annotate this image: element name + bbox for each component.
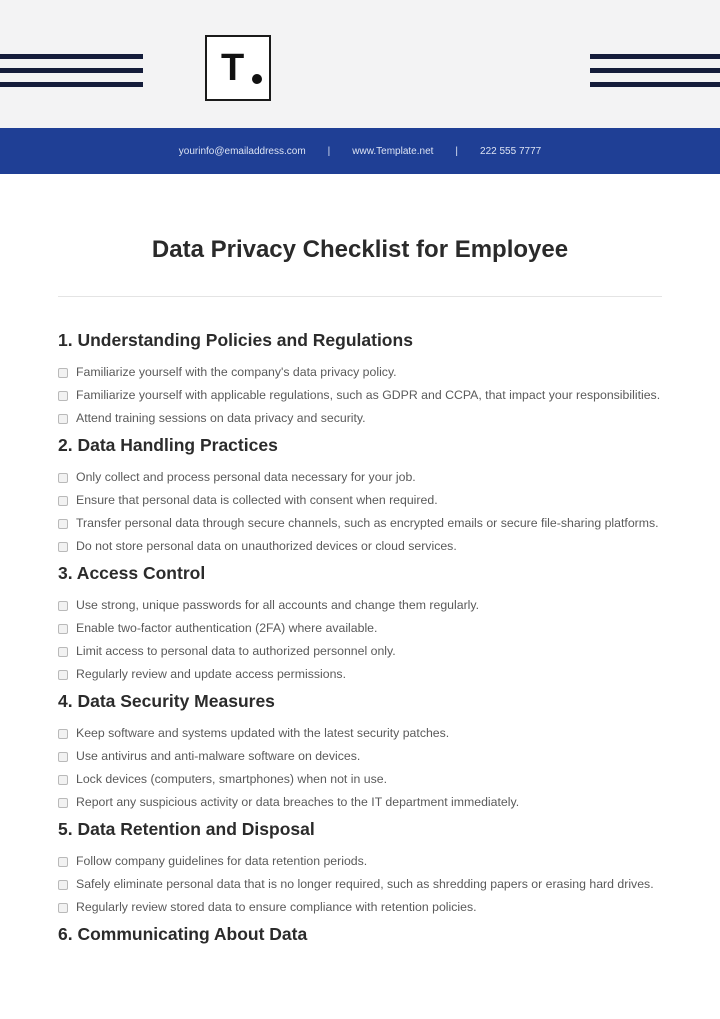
checklist-item-text: Do not store personal data on unauthorized devices or cloud services.: [76, 539, 457, 553]
checklist-item: [58, 535, 662, 558]
section-heading: 3. Access Control: [58, 563, 206, 583]
section-heading: 2. Data Handling Practices: [58, 435, 278, 455]
checkbox[interactable]: [58, 496, 68, 506]
checklist-section: [58, 922, 662, 946]
checklist-item-text: Familiarize yourself with applicable regulations, such as GDPR and CCPA, that impact your responsibilities.: [76, 388, 661, 402]
checklist-item: [58, 768, 662, 791]
checklist-item: [58, 466, 662, 489]
checklist-item-text: Use strong, unique passwords for all accounts and change them regularly.: [76, 598, 480, 612]
checkbox[interactable]: [58, 729, 68, 739]
checklist-section: [58, 433, 662, 558]
checklist-item: [58, 594, 662, 617]
checkbox[interactable]: [58, 880, 68, 890]
decorative-stripes-left: [0, 54, 143, 88]
checklist-item-text: Enable two-factor authentication (2FA) where available.: [76, 621, 378, 635]
checkbox[interactable]: [58, 414, 68, 424]
checkbox[interactable]: [58, 903, 68, 913]
checkbox[interactable]: [58, 624, 68, 634]
decorative-stripes-right: [590, 54, 720, 88]
checkbox[interactable]: [58, 775, 68, 785]
section-heading: 4. Data Security Measures: [58, 691, 275, 711]
header-banner: [0, 0, 720, 128]
checklist-section: [58, 328, 662, 430]
checklist-item: [58, 640, 662, 663]
contact-email[interactable]: yourinfo@emailaddress.com: [178, 145, 306, 157]
checklist-item-text: Keep software and systems updated with the latest security patches.: [76, 726, 450, 740]
checklist-item: [58, 722, 662, 745]
title-divider: [58, 296, 662, 297]
checkbox[interactable]: [58, 368, 68, 378]
checklist-item-text: Follow company guidelines for data retention periods.: [76, 854, 368, 868]
checklist-item-text: Regularly review and update access permissions.: [76, 667, 346, 681]
checklist-item: [58, 791, 662, 814]
checklist-item-text: Limit access to personal data to authorized personnel only.: [76, 644, 396, 658]
checklist-item: [58, 407, 662, 430]
checklist-item: [58, 896, 662, 919]
checklist-item: [58, 489, 662, 512]
checklist-item-text: Report any suspicious activity or data breaches to the IT department immediately.: [76, 795, 520, 809]
section-heading: 1. Understanding Policies and Regulations: [58, 330, 413, 350]
checkbox[interactable]: [58, 798, 68, 808]
checklist-item: [58, 361, 662, 384]
checkbox[interactable]: [58, 670, 68, 680]
checklist-item-text: Safely eliminate personal data that is no longer required, such as shredding papers or erasing hard drives.: [76, 877, 654, 891]
checkbox[interactable]: [58, 857, 68, 867]
section-heading: 6. Communicating About Data: [58, 924, 308, 944]
checklist-item-text: Transfer personal data through secure channels, such as encrypted emails or secure file-sharing platforms.: [76, 516, 659, 530]
checkbox[interactable]: [58, 601, 68, 611]
contact-phone: 222 555 7777: [480, 145, 542, 157]
checkbox[interactable]: [58, 519, 68, 529]
logo-dot: [252, 74, 262, 84]
checklist-section: [58, 689, 662, 814]
logo: [205, 35, 271, 101]
checklist-item: [58, 384, 662, 407]
checklist-item-text: Use antivirus and anti-malware software on devices.: [76, 749, 361, 763]
logo-letter: T: [221, 47, 245, 89]
checkbox[interactable]: [58, 542, 68, 552]
checklist-item-text: Lock devices (computers, smartphones) when not in use.: [76, 772, 387, 786]
checklist-item: [58, 873, 662, 896]
checkbox[interactable]: [58, 391, 68, 401]
checkbox[interactable]: [58, 752, 68, 762]
checklist-item-text: Regularly review stored data to ensure compliance with retention policies.: [76, 900, 477, 914]
contact-separator: |: [455, 145, 459, 157]
checklist-item: [58, 617, 662, 640]
checklist-item: [58, 512, 662, 535]
checklist-item-text: Attend training sessions on data privacy and security.: [76, 411, 366, 425]
section-heading: 5. Data Retention and Disposal: [58, 819, 315, 839]
page-title: Data Privacy Checklist for Employee: [151, 236, 569, 263]
contact-separator: |: [327, 145, 331, 157]
checklist-item-text: Ensure that personal data is collected with consent when required.: [76, 493, 438, 507]
checklist-item-text: Familiarize yourself with the company's data privacy policy.: [76, 365, 397, 379]
contact-website[interactable]: www.Template.net: [352, 145, 434, 157]
checkbox[interactable]: [58, 647, 68, 657]
checklist-content: [58, 328, 662, 955]
checklist-item: [58, 663, 662, 686]
checkbox[interactable]: [58, 473, 68, 483]
checklist-section: [58, 817, 662, 919]
checklist-item: [58, 745, 662, 768]
contact-bar: [0, 128, 720, 174]
checklist-item: [58, 850, 662, 873]
checklist-item-text: Only collect and process personal data necessary for your job.: [76, 470, 416, 484]
checklist-section: [58, 561, 662, 686]
